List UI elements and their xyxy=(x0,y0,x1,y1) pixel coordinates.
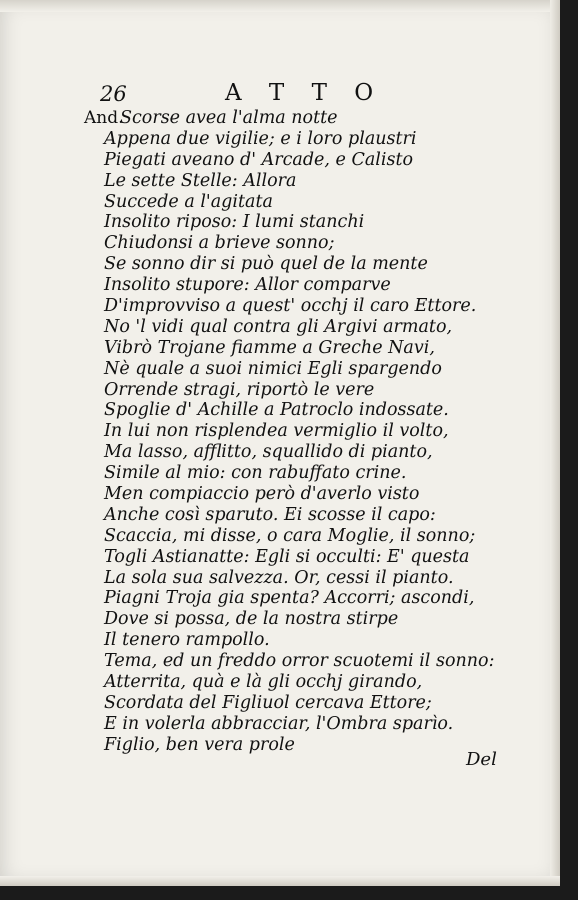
verse-line: Piagni Troja gia spenta? Accorri; ascondi, xyxy=(104,588,475,609)
verse-line: Togli Astianatte: Egli si occulti: E' questa xyxy=(104,546,470,567)
verse-line: Simile al mio: con rabuffato crine. xyxy=(104,463,407,484)
verse-line: Se sonno dir si può quel de la mente xyxy=(104,254,428,275)
page-top-edge xyxy=(0,0,560,12)
verse-line: Succede a l'agitata xyxy=(104,191,273,212)
verse-line: Piegati aveano d' Arcade, e Calisto xyxy=(104,149,414,170)
verse-line: E in volerla abbracciar, l'Ombra sparìo. xyxy=(104,713,454,734)
verse-line: Dove si possa, de la nostra stirpe xyxy=(104,609,399,630)
running-head: A T T O xyxy=(225,80,384,106)
verse-line: Nè quale a suoi nimici Egli spargendo xyxy=(104,358,442,379)
verse-line: Appena due vigilie; e i loro plaustri xyxy=(104,128,417,149)
verse-line: Tema, ed un freddo orror scuotemi il sonno: xyxy=(104,651,495,672)
verse-line: Vibrò Trojane fiamme a Greche Navi, xyxy=(104,337,435,358)
verse-line: Figlio, ben vera prole xyxy=(104,734,295,755)
verse-line: Insolito riposo: I lumi stanchi xyxy=(104,212,365,233)
verse-line: La sola sua salvezza. Or, cessi il pianto. xyxy=(104,567,454,588)
verse-line: D'improvviso a quest' occhj il caro Ettore. xyxy=(104,296,477,317)
verse-line: Scaccia, mi disse, o cara Moglie, il sonno; xyxy=(104,525,476,546)
verse-line: Men compiaccio però d'averlo visto xyxy=(104,484,420,505)
verse-line: Insolito stupore: Allor comparve xyxy=(104,275,391,296)
page-bottom-edge xyxy=(0,876,560,886)
page-header xyxy=(100,80,400,110)
verse-line: Il tenero rampollo. xyxy=(104,630,270,651)
verse-line: Le sette Stelle: Allora xyxy=(104,170,297,191)
verse-line: Scordata del Figliuol cercava Ettore; xyxy=(104,692,432,713)
verse-line: No 'l vidi qual contra gli Argivi armato, xyxy=(104,316,453,337)
verse-line: Spoglie d' Achille a Patroclo indossate. xyxy=(104,400,449,421)
verse-line: Atterrita, quà e là gli occhj girando, xyxy=(104,672,423,693)
verse-line: In lui non risplendea vermiglio il volto, xyxy=(104,421,449,442)
verse-line xyxy=(84,108,524,129)
verse-line: Anche così sparuto. Ei scosse il capo: xyxy=(104,504,436,525)
verse-line-text: Scorse avea l'alma notte xyxy=(120,108,338,128)
page-right-edge xyxy=(550,0,560,886)
verse-line: Chiudonsi a brieve sonno; xyxy=(104,233,335,254)
catchword: Del xyxy=(466,749,497,770)
verse-line: Orrende stragi, riportò le vere xyxy=(104,379,375,400)
speaker-label: And. xyxy=(84,108,124,128)
verse-text-block xyxy=(84,108,524,756)
verse-line: Ma lasso, afflitto, squallido di pianto, xyxy=(104,442,433,463)
page-number: 26 xyxy=(100,82,127,106)
